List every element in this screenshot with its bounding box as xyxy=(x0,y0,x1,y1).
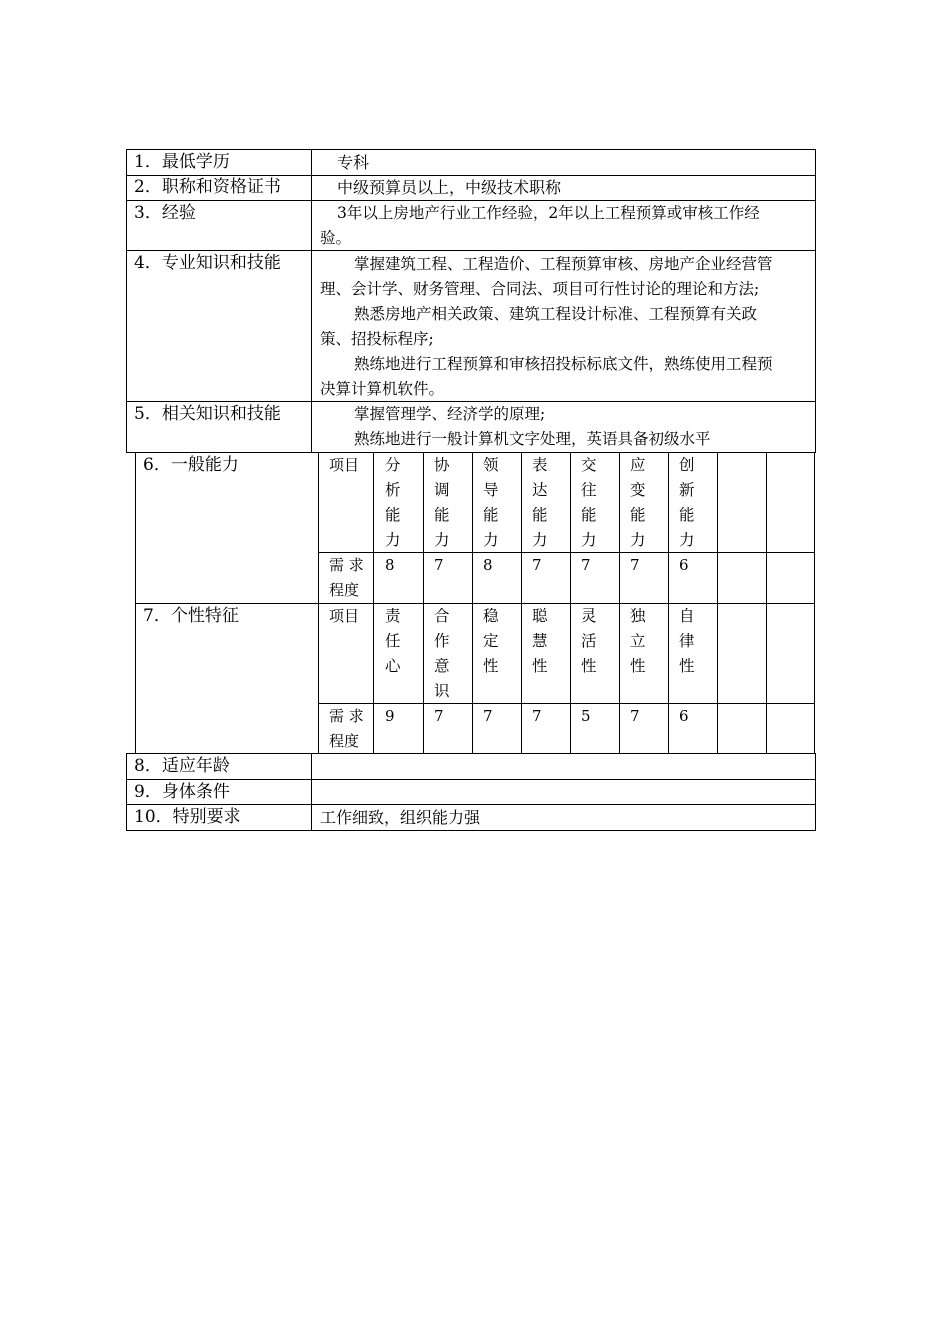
row-label-personality: 7．个性特征 xyxy=(143,606,239,626)
row-label-general-ability: 6．一般能力 xyxy=(143,455,239,475)
trait-value: 5 xyxy=(581,707,591,725)
ability-item: 创新能力 xyxy=(679,456,695,549)
row-label-special: 10．特别要求 xyxy=(134,807,241,827)
row-label-related-skills: 5．相关知识和技能 xyxy=(134,404,281,424)
ability-item: 领导能力 xyxy=(483,456,499,549)
ability-value: 7 xyxy=(630,556,640,574)
row-value-professional-line: 熟练地进行工程预算和审核招投标标底文件，熟练使用工程预 xyxy=(354,355,773,373)
trait-item: 自律性 xyxy=(679,607,695,675)
row-label-experience: 3．经验 xyxy=(134,203,196,223)
row-value-professional-line: 决算计算机软件。 xyxy=(320,380,445,398)
ability-value: 8 xyxy=(385,556,395,574)
degree-label: 需 求 xyxy=(329,556,364,574)
row-value-professional-line: 掌握建筑工程、工程造价、工程预算审核、房地产企业经营管 xyxy=(354,255,773,273)
row-label-certificates: 2．职称和资格证书 xyxy=(134,177,281,197)
ability-value: 7 xyxy=(581,556,591,574)
trait-value: 9 xyxy=(385,707,395,725)
row-value-certificates: 中级预算员以上，中级技术职称 xyxy=(337,178,562,197)
trait-value: 7 xyxy=(630,707,640,725)
row-value-related-line: 掌握管理学、经济学的原理; xyxy=(354,405,546,423)
degree-label: 程度 xyxy=(329,581,360,599)
row-label-physical: 9．身体条件 xyxy=(134,782,230,802)
ability-item: 交往能力 xyxy=(581,456,597,549)
row-value-min-education: 专科 xyxy=(337,153,370,172)
row-label-professional-skills: 4．专业知识和技能 xyxy=(134,253,281,273)
row-value-professional-line: 策、招投标程序; xyxy=(320,330,434,348)
trait-value: 7 xyxy=(434,707,444,725)
row-value-special: 工作细致，组织能力强 xyxy=(320,808,481,827)
trait-item: 独立性 xyxy=(630,607,646,675)
trait-value: 7 xyxy=(483,707,493,725)
ability-item: 分析能力 xyxy=(385,456,401,549)
row-value-professional-line: 熟悉房地产相关政策、建筑工程设计标准、工程预算有关政 xyxy=(354,305,758,323)
row-label-age: 8．适应年龄 xyxy=(134,756,230,776)
ability-value: 6 xyxy=(679,556,689,574)
trait-item: 聪慧性 xyxy=(532,607,548,675)
item-label: 项目 xyxy=(329,607,360,625)
ability-item: 表达能力 xyxy=(532,456,548,549)
trait-item: 稳定性 xyxy=(483,607,499,675)
degree-label: 程度 xyxy=(329,732,360,750)
row-value-related-line: 熟练地进行一般计算机文字处理，英语具备初级水平 xyxy=(354,430,711,448)
ability-item: 应变能力 xyxy=(630,456,646,549)
trait-value: 6 xyxy=(679,707,689,725)
row-value-professional-line: 理、会计学、财务管理、合同法、项目可行性讨论的理论和方法; xyxy=(320,280,760,298)
ability-value: 8 xyxy=(483,556,493,574)
row-value-experience-line2: 验。 xyxy=(320,229,352,247)
trait-item: 责任心 xyxy=(385,607,401,675)
row-label-min-education: 1．最低学历 xyxy=(134,152,230,172)
item-label: 项目 xyxy=(329,456,360,474)
degree-label: 需 求 xyxy=(329,707,364,725)
trait-value: 7 xyxy=(532,707,542,725)
ability-value: 7 xyxy=(532,556,542,574)
trait-item: 合作意识 xyxy=(434,607,450,700)
ability-value: 7 xyxy=(434,556,444,574)
ability-item: 协调能力 xyxy=(434,456,450,549)
trait-item: 灵活性 xyxy=(581,607,597,675)
row-value-experience-line1: 3年以上房地产行业工作经验，2年以上工程预算或审核工作经 xyxy=(337,204,760,222)
